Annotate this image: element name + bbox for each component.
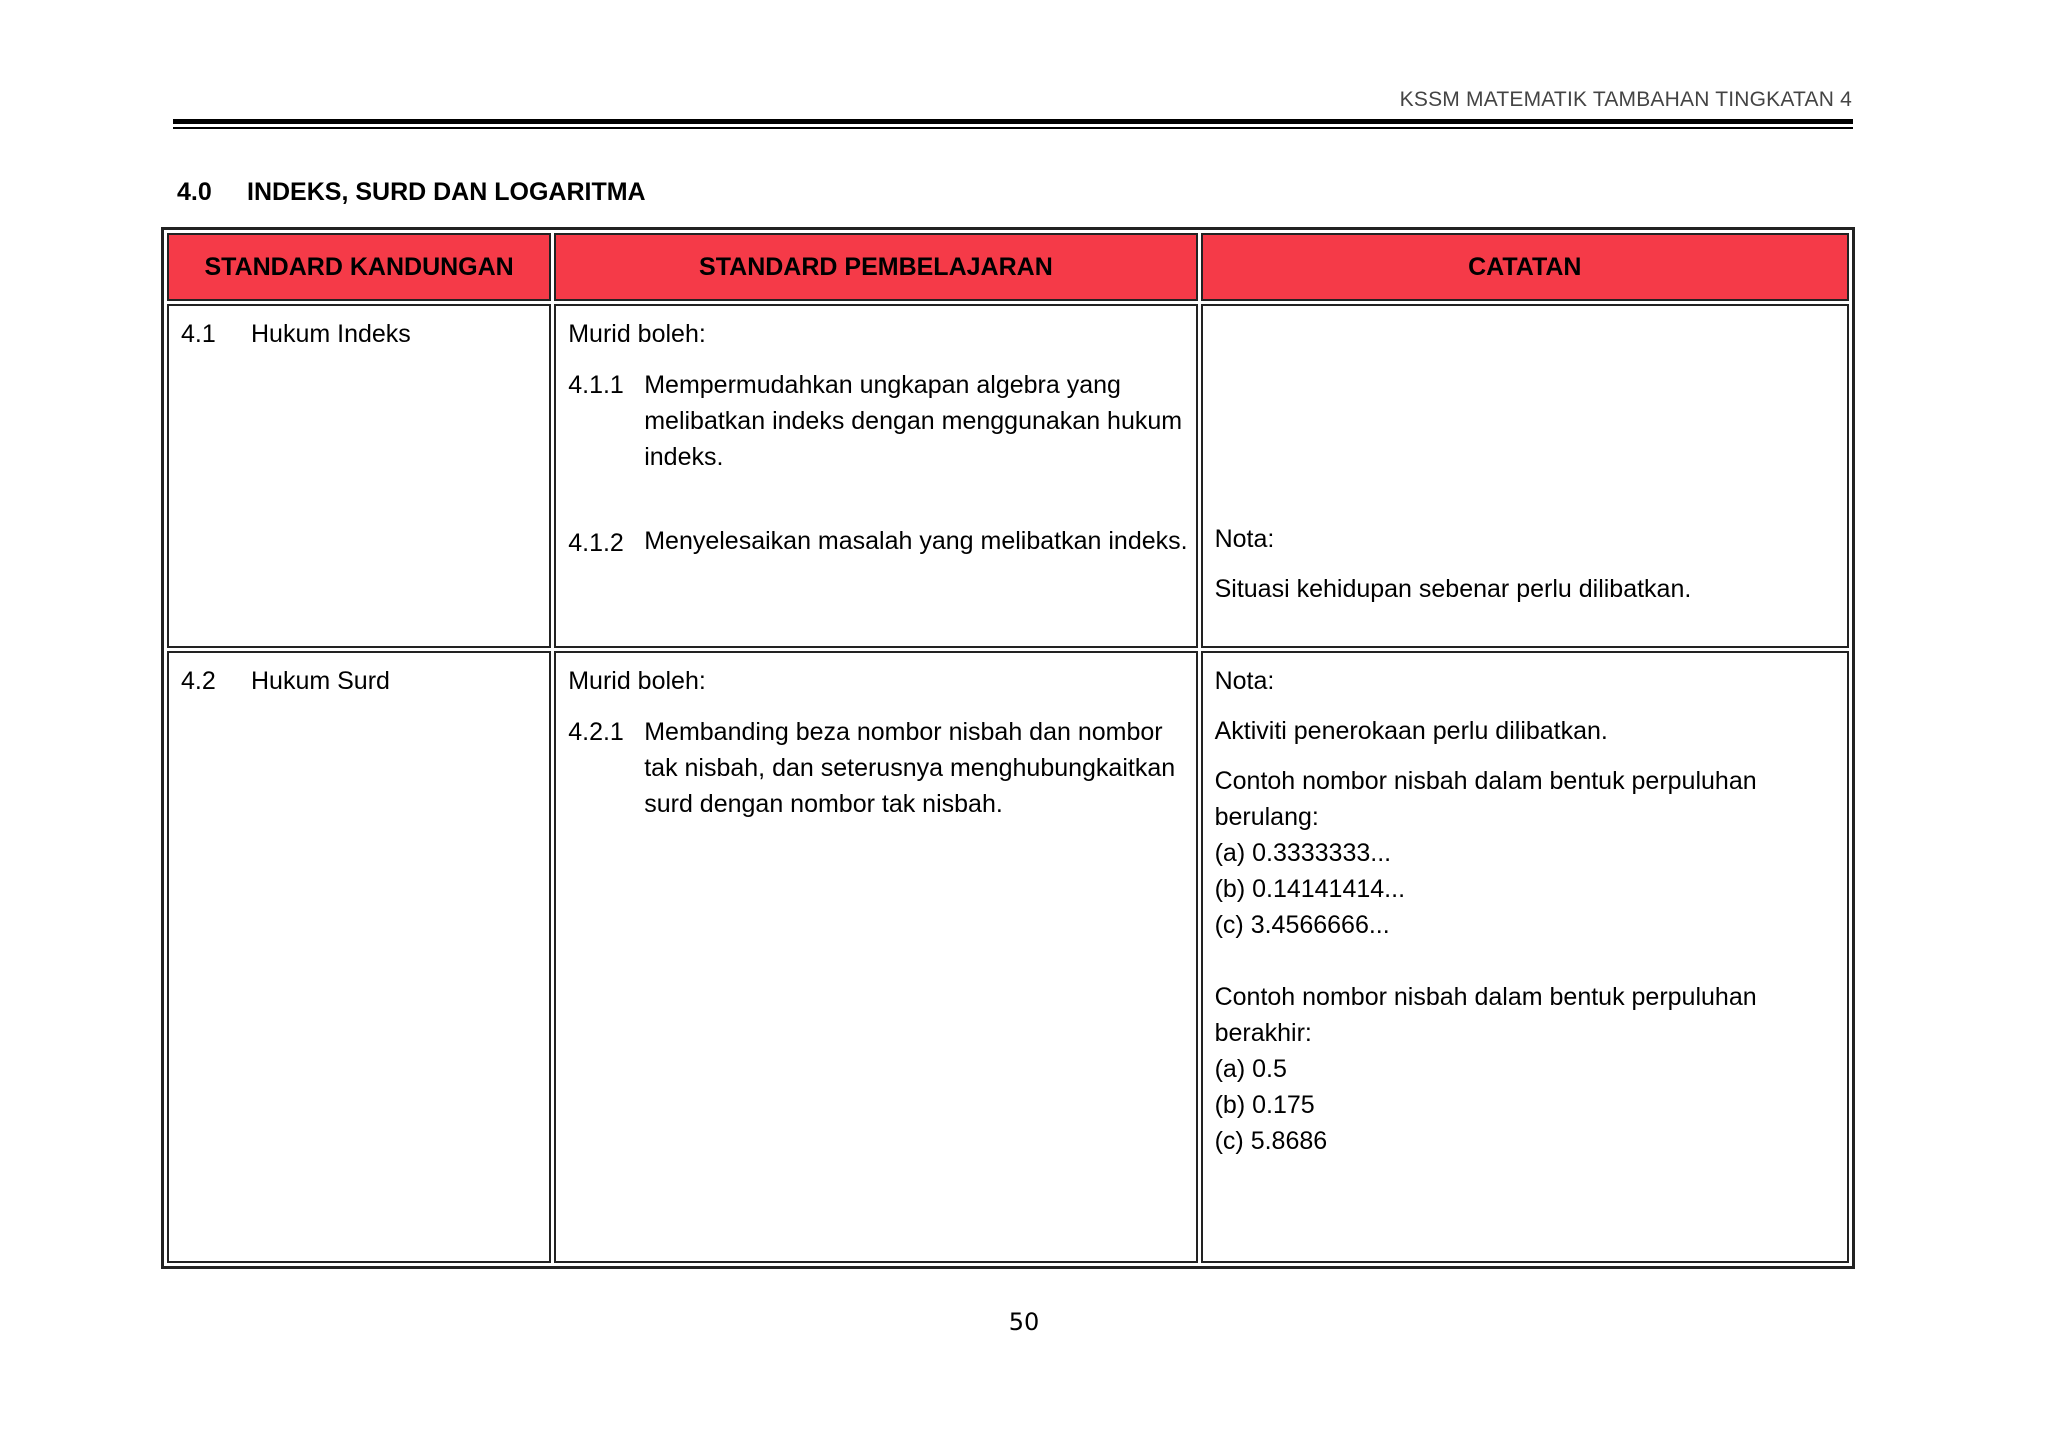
repeating-heading: Contoh nombor nisbah dalam bentuk perpuluhan berulang: xyxy=(1214,767,1757,831)
section-number: 4.0 xyxy=(177,178,212,206)
example-item: (a) 0.5 xyxy=(1214,1055,1287,1083)
learning-item-text: Membanding beza nombor nisbah dan nombor tak nisbah, dan seterusnya menghubungkaitkan surd dengan nombor tak nisbah. xyxy=(644,718,1176,818)
kandungan-number: 4.1 xyxy=(181,320,216,348)
example-item: (c) 3.4566666... xyxy=(1214,911,1390,939)
nota-label: Nota: xyxy=(1214,667,1275,695)
catatan-cell xyxy=(1201,304,1849,648)
kandungan-cell xyxy=(167,651,551,1263)
learning-item-text: Mempermudahkan ungkapan algebra yang melibatkan indeks dengan menggunakan hukum indeks. xyxy=(644,371,1183,471)
page-number: 50 xyxy=(1008,1308,1040,1336)
header-standard-kandungan: STANDARD KANDUNGAN xyxy=(167,233,551,301)
kandungan-title: Hukum Indeks xyxy=(251,320,411,348)
nota-label: Nota: xyxy=(1214,525,1275,553)
table-header-row xyxy=(167,233,1849,301)
example-item: (c) 5.8686 xyxy=(1214,1127,1328,1155)
learning-item-number: 4.2.1 xyxy=(568,718,624,746)
section-title xyxy=(177,178,646,207)
learning-item-text: Menyelesaikan masalah yang melibatkan indeks. xyxy=(644,527,1188,555)
learning-item-number: 4.1.2 xyxy=(568,529,624,557)
nota-line: Aktiviti penerokaan perlu dilibatkan. xyxy=(1214,717,1608,745)
header-catatan: CATATAN xyxy=(1201,233,1849,301)
section-heading: INDEKS, SURD DAN LOGARITMA xyxy=(247,178,646,206)
learning-item-number: 4.1.1 xyxy=(568,371,624,399)
learning-item xyxy=(568,714,1195,822)
example-item: (b) 0.14141414... xyxy=(1214,875,1406,903)
header-rule xyxy=(173,119,1853,124)
kandungan-number: 4.2 xyxy=(181,667,216,695)
pembelajaran-cell xyxy=(554,651,1197,1263)
pembelajaran-cell xyxy=(554,304,1197,648)
header-standard-pembelajaran: STANDARD PEMBELAJARAN xyxy=(554,233,1197,301)
example-item: (a) 0.3333333... xyxy=(1214,839,1392,867)
standards-table xyxy=(161,227,1855,1269)
example-item: (b) 0.175 xyxy=(1214,1091,1315,1119)
pembelajaran-intro: Murid boleh: xyxy=(568,320,706,348)
kandungan-cell xyxy=(167,304,551,648)
nota-text: Situasi kehidupan sebenar perlu dilibatkan. xyxy=(1214,575,1692,603)
pembelajaran-intro: Murid boleh: xyxy=(568,667,706,695)
running-header: KSSM MATEMATIK TAMBAHAN TINGKATAN 4 xyxy=(1399,88,1852,111)
table-row xyxy=(167,651,1849,1263)
table-row xyxy=(167,304,1849,648)
catatan-cell xyxy=(1201,651,1849,1263)
learning-item xyxy=(568,525,1195,561)
learning-item xyxy=(568,367,1195,475)
terminating-heading: Contoh nombor nisbah dalam bentuk perpuluhan berakhir: xyxy=(1214,983,1757,1047)
kandungan-title: Hukum Surd xyxy=(251,667,390,695)
header-rule-thin xyxy=(173,127,1853,129)
